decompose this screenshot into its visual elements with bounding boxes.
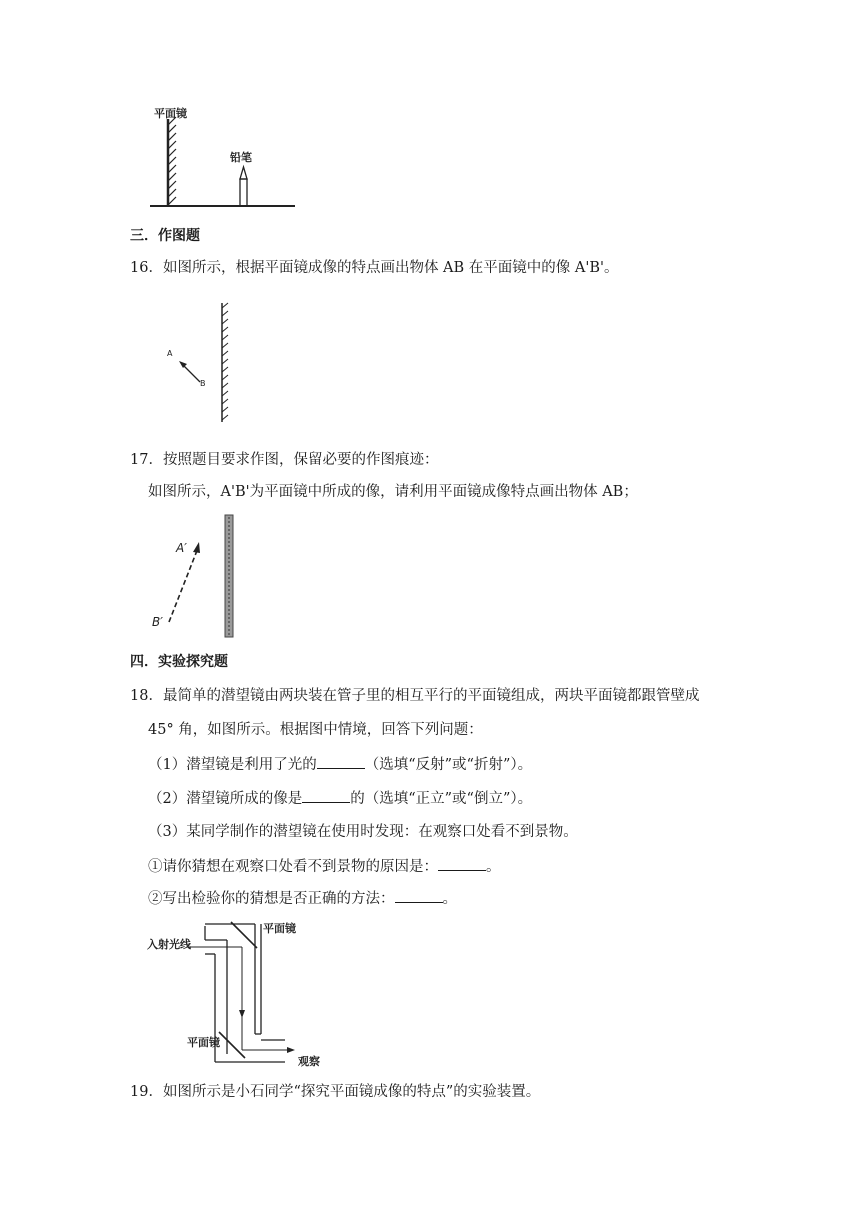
q16-figure: [160, 300, 240, 425]
part1-answer-blank[interactable]: [317, 754, 365, 769]
sub1-answer-blank[interactable]: [438, 856, 486, 871]
question-18-part3: （3）某同学制作的潜望镜在使用时发现：在观察口处看不到景物。: [148, 824, 578, 840]
part2-answer-blank[interactable]: [302, 788, 350, 803]
q16-label-b: B: [200, 379, 206, 388]
pencil-label: 铅笔: [230, 151, 252, 164]
part1-suffix: （选填“反射”或“折射”）。: [364, 757, 533, 773]
q17-label-a: A′: [176, 541, 187, 555]
incident-ray-label: 入射光线: [147, 938, 191, 951]
part1-prefix: （1）潜望镜是利用了光的: [148, 757, 317, 773]
sub2-suffix: 。: [442, 891, 457, 907]
part2-suffix: 的（选填“正立”或“倒立”）。: [350, 791, 533, 807]
question-18-line1: 最简单的潜望镜由两块装在管子里的相互平行的平面镜组成，两块平面镜都跟管壁成: [162, 688, 700, 704]
question-17-number: 17．: [130, 452, 163, 468]
question-18-part2: [148, 788, 532, 809]
question-17-line1: 按照题目要求作图，保留必要的作图痕迹：: [162, 452, 439, 468]
sub2-answer-blank[interactable]: [395, 888, 443, 903]
question-19: [130, 1082, 540, 1102]
question-19-text: 如图所示是小石同学“探究平面镜成像的特点”的实验装置。: [162, 1084, 541, 1100]
question-18: [130, 686, 699, 706]
q17-label-b: B′: [152, 615, 163, 629]
question-16-number: 16．: [130, 260, 163, 276]
question-16-text: 如图所示，根据平面镜成像的特点画出物体 AB 在平面镜中的像 A'B'。: [162, 260, 619, 276]
q17-figure: [150, 512, 250, 642]
periscope-figure: [145, 918, 345, 1073]
section-4-heading: 四．实验探究题: [130, 654, 228, 670]
sub1-suffix: 。: [486, 859, 501, 875]
question-18-sub2: [148, 888, 457, 909]
top-mirror-label: 平面镜: [263, 922, 296, 935]
sub1-prefix: ①请你猜想在观察口处看不到景物的原因是：: [148, 859, 438, 875]
question-17-line2: 如图所示，A'B'为平面镜中所成的像，请利用平面镜成像特点画出物体 AB；: [148, 484, 638, 500]
section-3-heading: 三．作图题: [130, 228, 200, 244]
question-18-line2: 45° 角，如图所示。根据图中情境，回答下列问题：: [148, 722, 483, 738]
observe-label: 观察: [298, 1055, 320, 1068]
question-18-sub1: [148, 856, 501, 877]
question-18-number: 18．: [130, 688, 163, 704]
question-19-number: 19．: [130, 1084, 163, 1100]
question-17: [130, 450, 438, 470]
sub2-prefix: ②写出检验你的猜想是否正确的方法：: [148, 891, 395, 907]
bottom-mirror-label: 平面镜: [187, 1036, 220, 1049]
q16-label-a: A: [167, 349, 173, 358]
mirror-label: 平面镜: [154, 107, 187, 120]
mirror-pencil-figure: [140, 105, 300, 215]
question-16: [130, 258, 619, 278]
part2-prefix: （2）潜望镜所成的像是: [148, 791, 303, 807]
question-18-part1: [148, 754, 532, 775]
